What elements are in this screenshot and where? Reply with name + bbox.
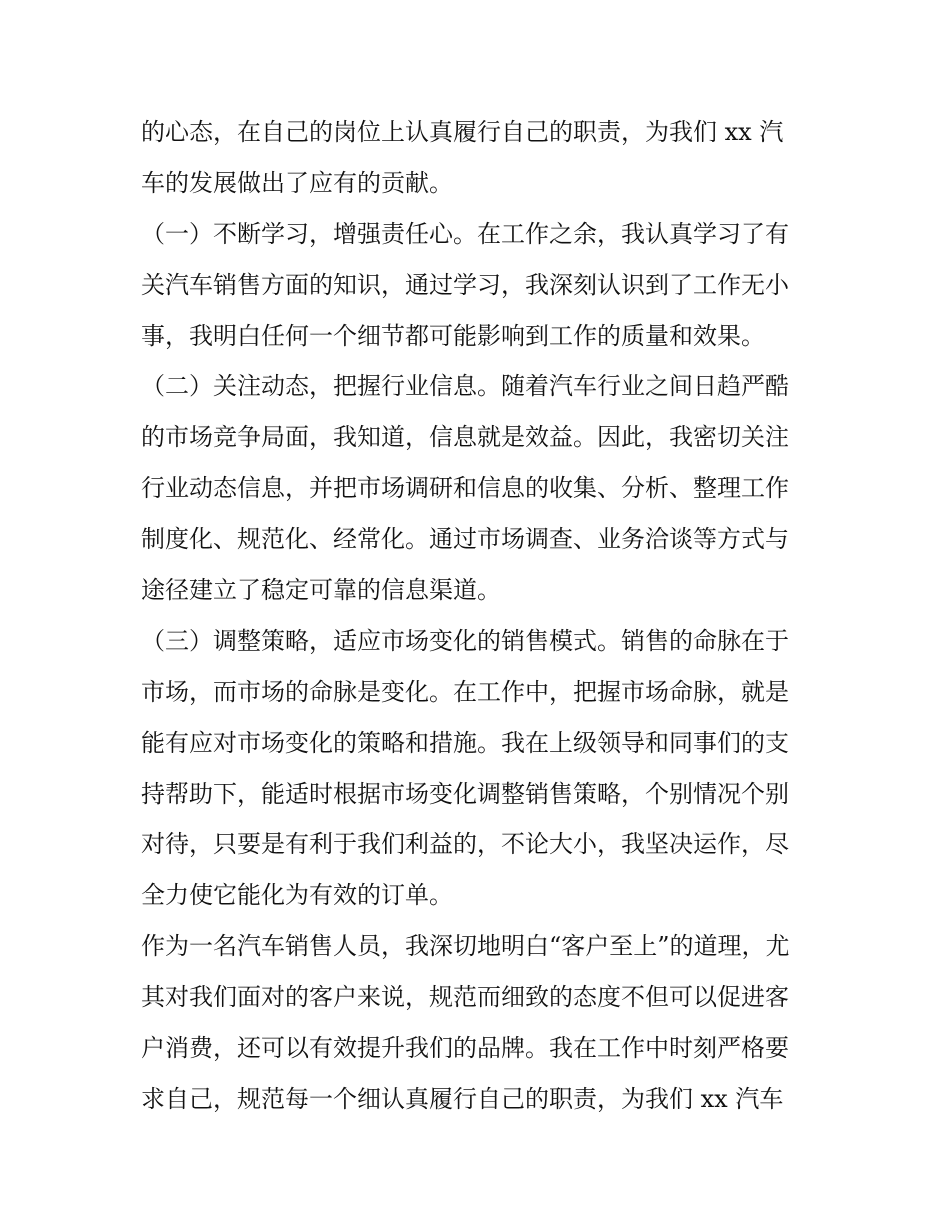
text-line: 其对我们面对的客户来说，规范而细致的态度不但可以促进客 xyxy=(141,983,789,1012)
text-line: 制度化、规范化、经常化。通过市场调查、业务洽谈等方式与 xyxy=(141,525,789,554)
text-line: 作为一名汽车销售人员，我深切地明白“客户至上”的道理，尤 xyxy=(141,932,790,961)
text-line: 市场，而市场的命脉是变化。在工作中，把握市场命脉，就是 xyxy=(141,677,789,706)
text-line: 的心态，在自己的岗位上认真履行自己的职责，为我们 xx 汽 xyxy=(141,118,784,146)
section-heading-line: （三）调整策略，适应市场变化的销售模式。销售的命脉在于 xyxy=(141,626,789,655)
text-line: 户消费，还可以有效提升我们的品牌。我在工作中时刻严格要 xyxy=(141,1034,789,1063)
text-line: 行业动态信息，并把市场调研和信息的收集、分析、整理工作 xyxy=(141,474,789,503)
text-line: 车的发展做出了应有的贡献。 xyxy=(141,168,453,197)
section-heading-line: （二）关注动态，把握行业信息。随着汽车行业之间日趋严酷 xyxy=(141,372,789,401)
text-line: 事，我明白任何一个细节都可能影响到工作的质量和效果。 xyxy=(141,321,765,350)
text-line: 关汽车销售方面的知识，通过学习，我深刻认识到了工作无小 xyxy=(141,270,789,299)
body-text xyxy=(141,107,813,1125)
text-line: 全力使它能化为有效的订单。 xyxy=(141,881,453,910)
text-line: 求自己，规范每一个细认真履行自己的职责，为我们 xx 汽车 xyxy=(141,1084,784,1113)
text-line: 能有应对市场变化的策略和措施。我在上级领导和同事们的支 xyxy=(141,728,789,757)
text-line: 途径建立了稳定可靠的信息渠道。 xyxy=(141,576,501,605)
text-line: 持帮助下，能适时根据市场变化调整销售策略，个别情况个别 xyxy=(141,779,789,808)
section-heading-line: （一）不断学习，增强责任心。在工作之余，我认真学习了有 xyxy=(141,219,789,248)
text-line: 的市场竞争局面，我知道，信息就是效益。因此，我密切关注 xyxy=(141,423,789,452)
text-line: 对待，只要是有利于我们利益的，不论大小，我坚决运作，尽 xyxy=(141,830,789,859)
